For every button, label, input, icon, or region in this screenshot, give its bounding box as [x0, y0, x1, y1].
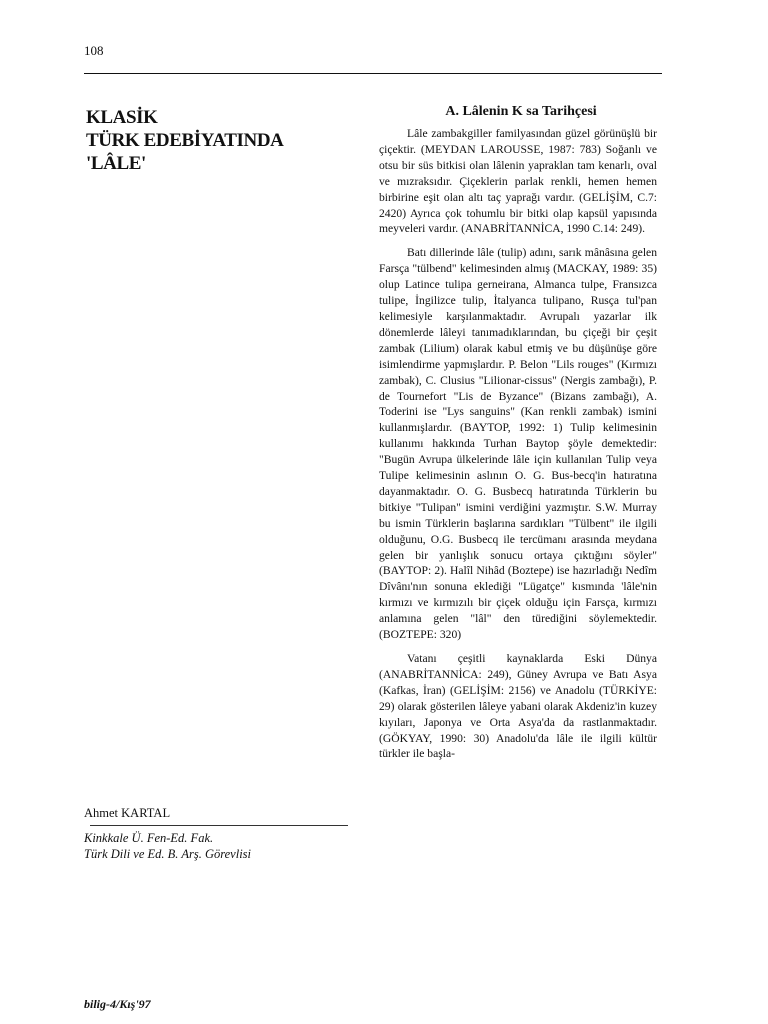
title-line-1: KLASİK [86, 107, 158, 128]
title-line-2: TÜRK EDEBİYATINDA [86, 130, 284, 151]
section-heading: A. Lâlenin K sa Tarihçesi [445, 104, 597, 119]
author-affiliation-faculty: Kinkkale Ü. Fen-Ed. Fak. [84, 831, 214, 845]
article-title [86, 106, 346, 175]
body-paragraph-2: Batı dillerinde lâle (tulip) adını, sarık mânâsına gelen Farsça "tülbend" kelimesinden almış (MACKAY, 1989: 35) olup Latince tulipa gerneirana, Almanca tulpe, Fransızca tulipe, İngilizce tulip, İtalyanca tulipano, Rusça tul'pan kelimesiyle karşılanmaktadır. Avrupalı yazarlar ilk dönemlerde lâleyi tanımadıklarından, bu çiçeği bir çeşit zambak (Lilium) olarak kabul etmiş ve bu düşünüşe göre isimlendirme yapmışlardır. P. Belon "Lils rouges" (Kırmızı zambak), C. Clusius "Lilionar-cissus" (Nergis zambağı), P. de Tournefort "Lis de Byzance" (Bizans zambağı), A. Toderini ise "Lys sanguins" (Kan renkli zambak) ismini kullanmışlardır. (BAYTOP, 1992: 1) Tulip kelimesinin kullanımı hakkında Turhan Baytop şöyle demektedir: "Bugün Avrupa ülkelerinde lâle için kullanılan Tulip veya Tulipe kelimesinin aslının O. G. Bus-becq'in hatıratına dayanmaktadır. O. G. Busbecq hatıratında Türklerin bu bitkiye "Tulipan" ismini verdiğini yazmıştır. S.W. Murray bu ismin Türklerin başlarına sardıkları "Tülbent" ile ilgili olduğunu, O.G. Busbecq ile tercümanı arasında meydana gelen bir yanlışlık sonucu ortaya çıktığını söyler" (BAYTOP: 2). Halîl Nihâd (Boztepe) ise hazırladığı Nedîm Dîvânı'nın sonuna eklediği "Lügatçe" kısmında 'lâle'nin kırmızı ve kırmızılı bir çiçek olduğu için Farsça, kırmızı anlamına gelen "lâl" den türediğini söylemektedir. (BOZTEPE: 320) [379, 246, 657, 642]
author-block [84, 805, 354, 862]
author-name: Ahmet KARTAL [84, 806, 171, 820]
body-paragraph-1: Lâle zambakgiller familyasından güzel görünüşlü bir çiçektir. (MEYDAN LAROUSSE, 1987: 783) Soğanlı ve otsu bir süs bitkisi olan lâlenin yapraklan tam kenarlı, oval ve mızraksıdır. Çiçeklerin parlak renkli, hemen hemen birbirine eşit olan altı taç yaprağı vardır. (GELİŞİM, C.7: 2420) Ayrıca çok tohumlu bir bitki olap kapsül yapısında meyveleri vardır. (ANABRİTANNİCA, 1990 C.14: 249). [379, 127, 657, 236]
body-column [379, 104, 657, 770]
body-paragraph-3: Vatanı çeşitli kaynaklarda Eski Dünya (ANABRİTANNİCA: 249), Güney Avrupa ve Batı Asya (Kafkas, İran) (GELİŞİM: 2156) ve Anadolu (TÜRKİYE: 29) olarak gösterilen lâleye yabani olarak Akdeniz'in kuzey kıyıları, Japonya ve Orta Asya'da da rastlanmaktadır. (GÖKYAY, 1990: 30) Anadolu'da lâle ile ilgili kültür türkler ile başla- [379, 652, 657, 761]
author-affiliation-position: Türk Dili ve Ed. B. Arş. Görevlisi [84, 847, 251, 861]
title-line-3: 'LÂLE' [86, 153, 146, 174]
header-rule [84, 73, 662, 74]
author-rule [90, 825, 348, 826]
page-number: 108 [84, 43, 104, 58]
journal-footer: bilig-4/Kış'97 [84, 997, 151, 1011]
